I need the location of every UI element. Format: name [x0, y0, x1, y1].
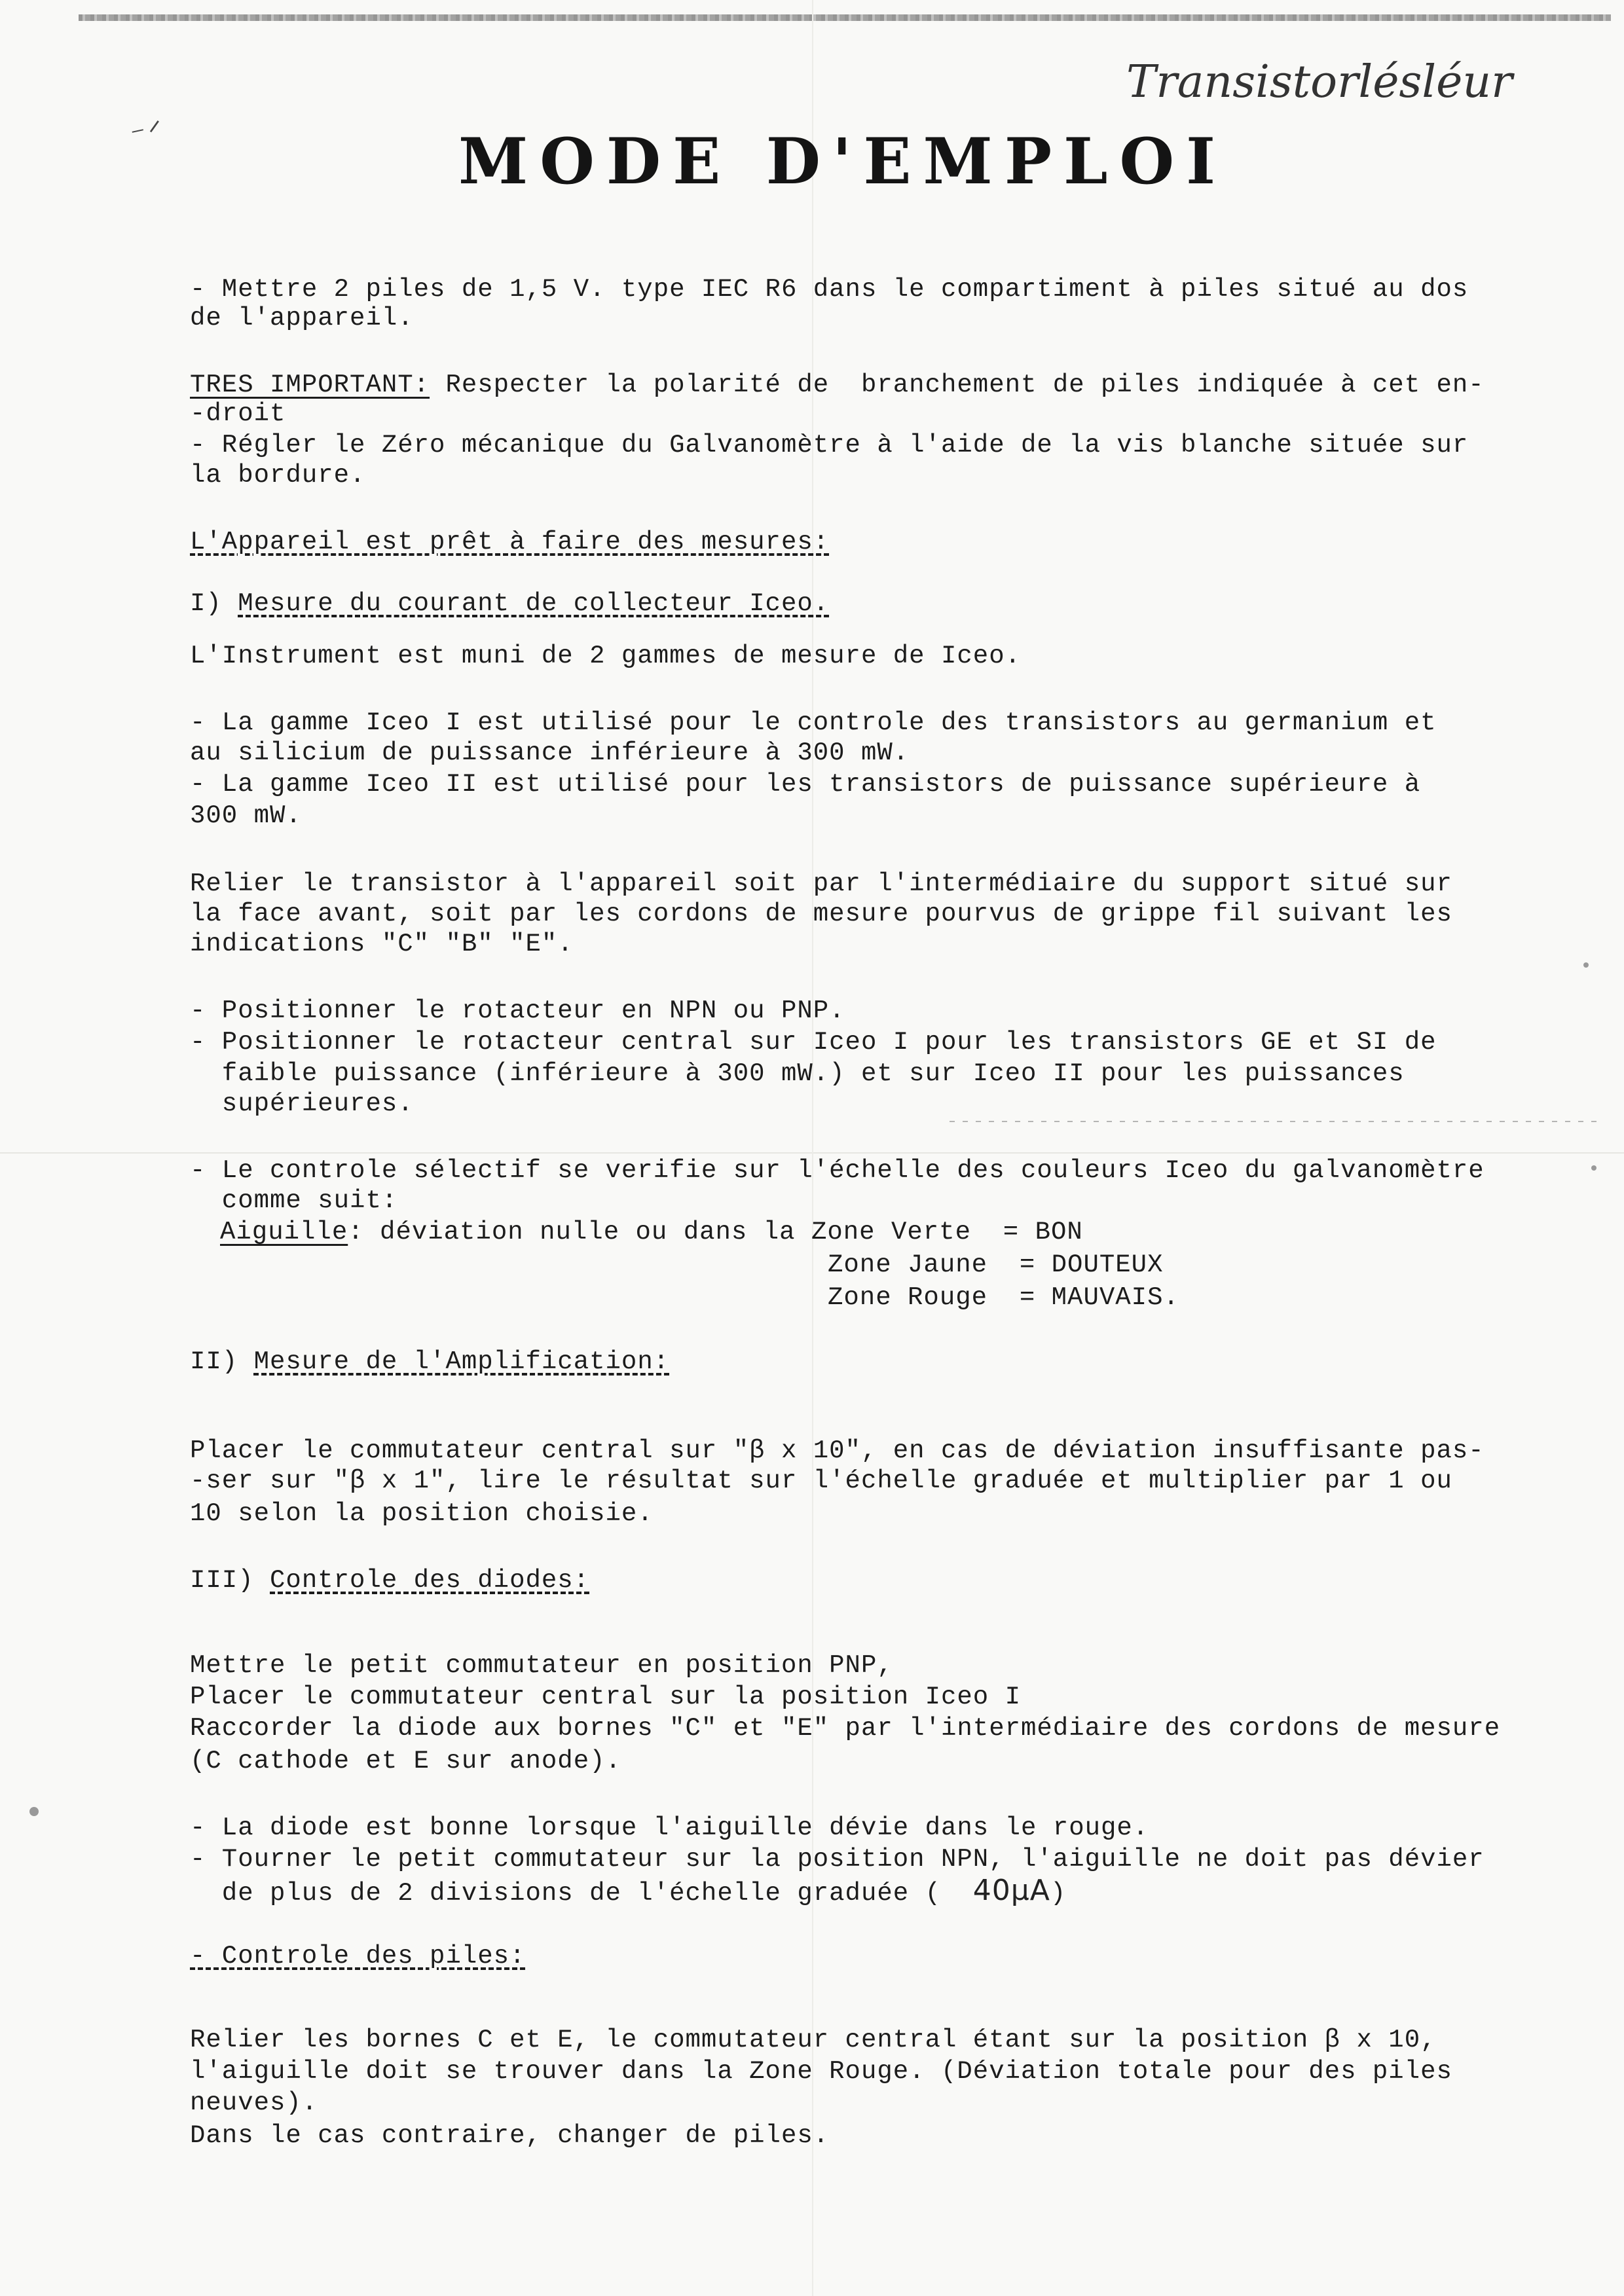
handwritten-note: Transistorlésléur: [1126, 56, 1513, 108]
section-1-title: Mesure du courant de collecteur Iceo.: [238, 589, 830, 618]
aiguille-text: : déviation nulle ou dans la Zone Verte = BON: [348, 1218, 1083, 1247]
section-1-bullet-4: - Positionner le rotacteur central sur Iceo I pour les transistors GE et SI de: [190, 1028, 1437, 1057]
page-title: MODE D'EMPLOI: [458, 124, 1228, 198]
section-2-heading: [190, 1347, 669, 1376]
ready-heading: L'Appareil est prêt à faire des mesures:: [190, 528, 830, 556]
section-3-line-1: Mettre le petit commutateur en position PNP,: [190, 1651, 893, 1680]
section-1-bullet-5: - Le controle sélectif se verifie sur l'échelle des couleurs Iceo du galvanomètre: [190, 1156, 1485, 1185]
paper-fold-vertical: [812, 0, 813, 2296]
zone-rouge-line: Zone Rouge = MAUVAIS.: [828, 1283, 1179, 1312]
section-4-heading: - Controle des piles:: [190, 1942, 526, 1971]
section-1-para-2-line-2: la face avant, soit par les cordons de mesure pourvus de grippe fil suivant les: [190, 900, 1452, 928]
section-1-intro: L'Instrument est muni de 2 gammes de mesure de Iceo.: [190, 642, 1021, 670]
section-3-bullet-2-text: de plus de 2 divisions de l'échelle graduée (: [190, 1879, 973, 1908]
section-1-bullet-3: - Positionner le rotacteur en NPN ou PNP.: [190, 996, 845, 1025]
section-3-line-2: Placer le commutateur central sur la position Iceo I: [190, 1683, 1021, 1711]
section-2-line-2: -ser sur "β x 1", lire le résultat sur l'échelle graduée et multiplier par 1 ou: [190, 1467, 1452, 1495]
section-2-number: II): [190, 1347, 254, 1376]
section-1-bullet-4-cont-2: supérieures.: [190, 1089, 414, 1118]
section-3-bullet-2: - Tourner le petit commutateur sur la position NPN, l'aiguille ne doit pas dévier: [190, 1845, 1485, 1874]
section-1-bullet-5-cont: comme suit:: [190, 1186, 398, 1215]
zero-line-1: - Régler le Zéro mécanique du Galvanomètre à l'aide de la vis blanche située sur: [190, 431, 1469, 460]
section-3-bullet-2-cont: [190, 1876, 1066, 1908]
scan-speck: [1591, 1165, 1596, 1171]
section-1-bullet-1-cont: au silicium de puissance inférieure à 300 mW.: [190, 738, 910, 767]
section-1-bullet-2: - La gamme Iceo II est utilisé pour les transistors de puissance supérieure à: [190, 770, 1421, 799]
section-3-title: Controle des diodes:: [270, 1566, 590, 1595]
intro-line-2: de l'appareil.: [190, 304, 414, 333]
important-text: Respecter la polarité de branchement de piles indiquée à cet en-: [430, 371, 1485, 399]
section-3-line-4: (C cathode et E sur anode).: [190, 1747, 621, 1776]
section-2-line-3: 10 selon la position choisie.: [190, 1499, 654, 1528]
section-3-bullet-1: - La diode est bonne lorsque l'aiguille dévie dans le rouge.: [190, 1813, 1149, 1842]
zone-jaune-line: Zone Jaune = DOUTEUX: [828, 1250, 1164, 1279]
important-line-cont: -droit: [190, 399, 286, 428]
zero-line-2: la bordure.: [190, 461, 366, 490]
section-3-heading: [190, 1566, 589, 1595]
section-3-number: III): [190, 1566, 270, 1595]
section-2-line-1: Placer le commutateur central sur "β x 10", en cas de déviation insuffisante pas-: [190, 1436, 1485, 1465]
pen-mark-icon: ⁻ᐟ: [128, 115, 162, 154]
section-1-bullet-4-cont-1: faible puissance (inférieure à 300 mW.) et sur Iceo II pour les puissances: [190, 1059, 1405, 1088]
section-3-line-3: Raccorder la diode aux bornes "C" et "E" par l'intermédiaire des cordons de mesure: [190, 1714, 1501, 1743]
scan-top-edge: [79, 14, 1611, 21]
scan-artifact-dashes: [950, 1121, 1604, 1122]
section-1-para-2-line-3: indications "C" "B" "E".: [190, 930, 574, 958]
section-1-para-2-line-1: Relier le transistor à l'appareil soit par l'intermédiaire du support situé sur: [190, 869, 1452, 898]
intro-line-1: - Mettre 2 piles de 1,5 V. type IEC R6 dans le compartiment à piles situé au dos: [190, 275, 1469, 304]
section-4-line-4: Dans le cas contraire, changer de piles.: [190, 2121, 830, 2150]
aiguille-label: Aiguille: [220, 1218, 348, 1247]
scan-speck: [29, 1807, 39, 1816]
section-4-line-2: l'aiguille doit se trouver dans la Zone Rouge. (Déviation totale pour des piles: [190, 2057, 1452, 2086]
handwritten-value: 40μA: [972, 1874, 1050, 1907]
section-1-bullet-1: - La gamme Iceo I est utilisé pour le controle des transistors au germanium et: [190, 708, 1437, 737]
section-3-bullet-2-end: ): [1050, 1879, 1067, 1908]
important-line: [190, 371, 1485, 399]
section-4-line-1: Relier les bornes C et E, le commutateur central étant sur la position β x 10,: [190, 2026, 1437, 2054]
aiguille-line: [220, 1218, 1083, 1247]
important-label: TRES IMPORTANT:: [190, 371, 430, 399]
section-1-heading: [190, 589, 829, 618]
section-1-bullet-2-cont: 300 mW.: [190, 801, 302, 830]
section-1-number: I): [190, 589, 238, 618]
section-4-line-3: neuves).: [190, 2088, 318, 2117]
section-2-title: Mesure de l'Amplification:: [253, 1347, 670, 1376]
scan-speck: [1583, 962, 1589, 968]
